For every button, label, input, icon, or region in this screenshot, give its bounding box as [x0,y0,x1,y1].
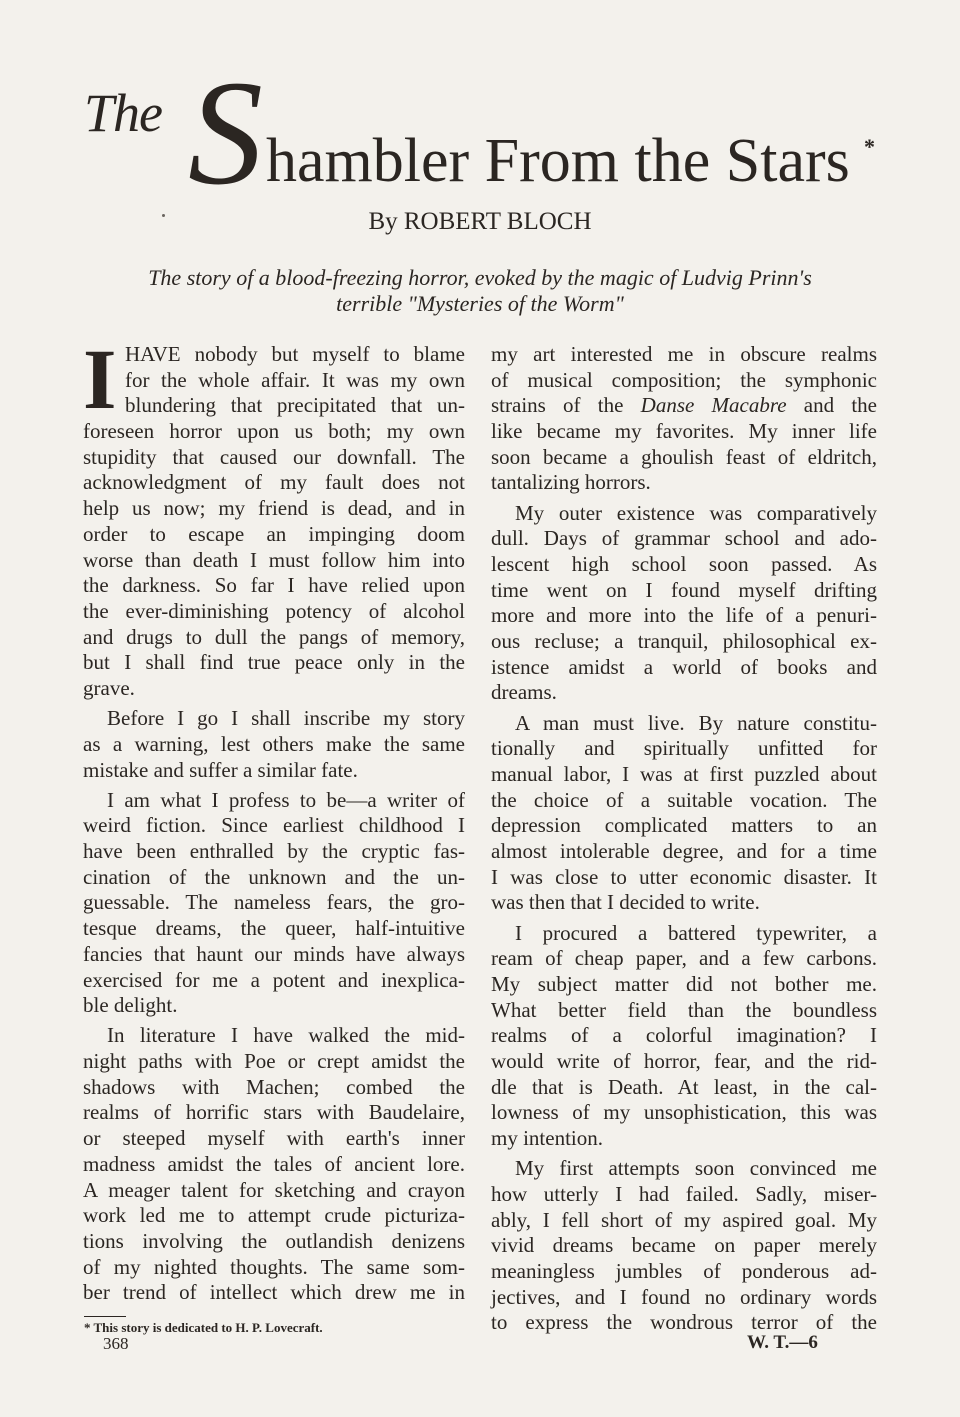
text-line: tionally and spiritually unfitted for [491,736,877,761]
text-line: strains of the Danse Macabre and the [491,393,878,418]
text-line: In literature I have walked the mid- [107,1023,465,1048]
right-column [491,342,877,1336]
text-line: was then that I decided to write. [491,890,760,915]
byline: By ROBERT BLOCH [368,208,592,235]
text-line: the ever-diminishing potency of alcohol [83,598,465,623]
text-line: tesque dreams, the queer, half-intuitive [83,916,465,941]
text-line: HAVE nobody but myself to blame [125,342,465,366]
text-line: guessable. The nameless fears, the gro- [83,890,465,915]
text-line: mistake and suffer a similar fate. [83,757,358,782]
paragraph [83,1023,465,1306]
text-line: order to escape an impinging doom [83,521,465,546]
text-line: ably, I fell short of my aspired goal. My [491,1207,877,1232]
paragraph [83,788,465,1019]
text-line: of my nighted thoughts. The same som- [83,1254,465,1279]
text-line: istence amidst a world of books and [491,654,877,679]
page-number: 368 [103,1334,129,1353]
text-line: fancies that haunt our minds have always [83,941,465,966]
text-line: vivid dreams became on paper merely [491,1233,877,1258]
text-line: meaningless jumbles of ponderous ad- [491,1259,877,1284]
subtitle-line: terrible "Mysteries of the Worm" [336,291,624,316]
footnote-rule [84,1316,126,1317]
text-line: or steeped myself with earth's inner [83,1126,465,1151]
text-line: almost intolerable degree, and for a time [491,839,877,864]
text-line: ber trend of intellect which drew me in [83,1280,465,1305]
text-line: depression complicated matters to an [491,813,877,838]
paragraph [491,342,877,496]
text-line: madness amidst the tales of ancient lore. [83,1151,465,1176]
text-line: soon became a ghoulish feast of eldritch, [491,444,877,469]
text-line: stupidity that caused our downfall. The [83,444,465,469]
text-line: for the whole affair. It was my own [125,367,465,392]
text-line: ous recluse; a tranquil, philosophical ex- [491,629,877,654]
text-line: foreseen horror upon us both; my own [83,419,465,444]
text-line: shadows with Machen; combed the [83,1074,465,1099]
text-line: realms of a colorful imagination? I [491,1023,877,1048]
text-line: help us now; my friend is dead, and in [83,496,465,521]
text-line: ream of cheap paper, and a few carbons. [491,946,877,971]
paragraph [491,501,877,707]
text-line: blundering that precipitated that un- [125,393,465,418]
text-line: What better field than the boundless [491,997,877,1022]
text-line: and drugs to dull the pangs of memory, [83,624,465,649]
paragraph [491,921,877,1152]
paragraph [83,706,465,783]
text-line: dull. Days of grammar school and ado- [491,526,877,551]
drop-cap: I [83,331,117,427]
text-line: My outer existence was comparatively [515,500,877,525]
text-line: Before I go I shall inscribe my story [107,706,465,731]
text-line: grave. [83,675,135,700]
text-line: would write of horror, fear, and the rid- [491,1049,877,1074]
italic-title: Danse Macabre [640,393,787,418]
text-line: acknowledgment of my fault does not [83,470,465,495]
text-line: but I shall find true peace only in the [83,650,465,675]
text-line: I procured a battered typewriter, a [515,920,877,945]
title-text: hambler From the Stars [266,127,850,195]
text-line: to express the wondrous terror of the [491,1310,877,1335]
subtitle [100,265,860,317]
paragraph [491,711,877,917]
text-line: realms of horrific stars with Baudelaire, [83,1100,465,1125]
text-line: manual labor, I was at first puzzled about [491,762,877,786]
text-line: lowness of my unsophistication, this was [491,1100,877,1125]
text-line: worse than death I must follow him into [83,547,465,572]
text-line: My first attempts soon convinced me [515,1156,877,1181]
text-line: I was close to utter economic disaster. It [491,864,877,889]
subtitle-line: The story of a blood-freezing horror, evoked by the magic of Ludvig Prinn's [148,265,812,290]
text-line: time went on I found myself drifting [491,577,877,602]
text-line: my art interested me in obscure realms [491,342,877,366]
title-initial: S [188,50,263,216]
text-line: jectives, and I found no ordinary words [491,1284,877,1309]
signature-mark: W. T.—6 [747,1332,818,1353]
text-line: dle that is Death. At least, in the cal- [491,1074,877,1099]
text-line: tions involving the outlandish denizens [83,1228,465,1253]
text-line: weird fiction. Since earliest childhood I [83,813,465,838]
text-line: lescent high school soon passed. As [491,552,877,576]
left-column [83,342,465,1306]
text-line: My subject matter did not bother me. [491,972,877,996]
title-asterisk: * [864,134,875,159]
text-line: tantalizing horrors. [491,470,651,495]
text-line: dreams. [491,680,557,705]
text-line: as a warning, lest others make the same [83,731,465,756]
text-line: exercised for me a potent and inexplica- [83,967,465,992]
footnote: * This story is dedicated to H. P. Lovecraft. [84,1320,323,1335]
text-line: A man must live. By nature constitu- [515,710,877,735]
paragraph [83,342,465,702]
text-line: have been enthralled by the cryptic fas- [83,839,465,864]
text-line: ble delight. [83,993,178,1018]
text-line: like became my favorites. My inner life [491,419,877,444]
text-line: night paths with Poe or crept amidst the [83,1049,465,1074]
text-line: my intention. [491,1126,603,1151]
text-line: the darkness. So far I have relied upon [83,573,465,598]
text-line: work led me to attempt crude picturiza- [83,1203,465,1228]
text-line: more and more into the life of a penuri- [491,603,877,628]
text-line: cination of the unknown and the un- [83,864,465,889]
paragraph [491,1156,877,1336]
text-line: I am what I profess to be—a writer of [107,787,465,812]
text-line: the choice of a suitable vocation. The [491,787,877,812]
title-the: The [84,83,162,143]
text-line: of musical composition; the symphonic [491,367,877,392]
text-line: how utterly I had failed. Sadly, miser- [491,1182,877,1206]
text-line: A meager talent for sketching and crayon [83,1177,465,1202]
